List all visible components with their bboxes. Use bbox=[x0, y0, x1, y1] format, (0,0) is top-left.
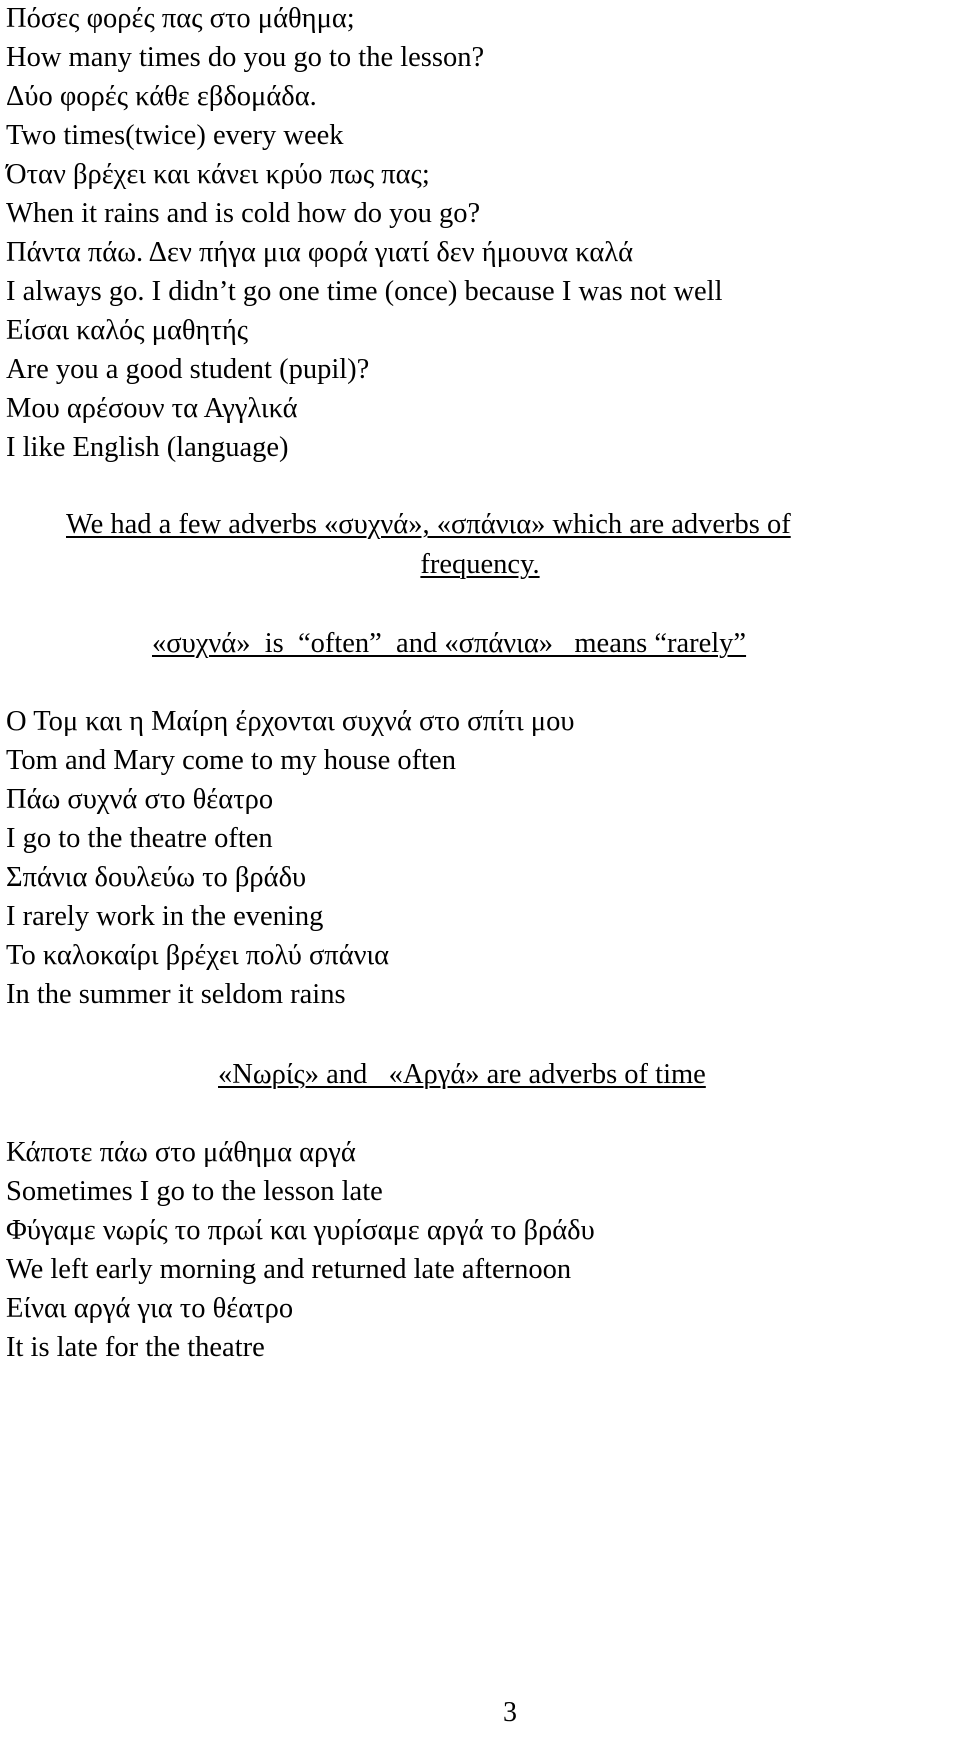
english-lesson-late: Sometimes I go to the lesson late bbox=[6, 1176, 383, 1207]
english-like-english: I like English (language) bbox=[6, 432, 289, 463]
greek-summer-rain: Το καλοκαίρι βρέχει πολύ σπάνια bbox=[6, 940, 390, 971]
time-adverbs-heading: «Νωρίς» and «Αργά» are adverbs of time bbox=[218, 1059, 706, 1090]
english-answer-twice: Two times(twice) every week bbox=[6, 120, 344, 151]
greek-left-early: Φύγαμε νωρίς το πρωί και γυρίσαμε αργά το βράδυ bbox=[6, 1215, 595, 1246]
english-question-lesson: How many times do you go to the lesson? bbox=[6, 42, 485, 73]
greek-question-rain: Όταν βρέχει και κάνει κρύο πως πας; bbox=[6, 159, 430, 190]
greek-lesson-late: Κάποτε πάω στο μάθημα αργά bbox=[6, 1137, 356, 1168]
english-good-student: Are you a good student (pupil)? bbox=[6, 354, 370, 385]
english-theatre-often: I go to the theatre often bbox=[6, 823, 273, 854]
english-summer-rain: In the summer it seldom rains bbox=[6, 979, 346, 1010]
english-question-rain: When it rains and is cold how do you go? bbox=[6, 198, 481, 229]
greek-answer-always: Πάντα πάω. Δεν πήγα μια φορά γιατί δεν ήμουνα καλά bbox=[6, 237, 634, 268]
greek-tom-mary: Ο Τομ και η Μαίρη έρχονται συχνά στο σπίτι μου bbox=[6, 706, 575, 737]
english-late-theatre: It is late for the theatre bbox=[6, 1332, 265, 1363]
greek-question-lesson: Πόσες φορές πας στο μάθημα; bbox=[6, 3, 355, 34]
greek-like-english: Μου αρέσουν τα Αγγλικά bbox=[6, 393, 298, 424]
page-number: 3 bbox=[503, 1697, 517, 1728]
english-tom-mary: Tom and Mary come to my house often bbox=[6, 745, 456, 776]
greek-late-theatre: Είναι αργά για το θέατρο bbox=[6, 1293, 294, 1324]
english-answer-always: I always go. I didn’t go one time (once) because I was not well bbox=[6, 276, 723, 307]
greek-theatre-often: Πάω συχνά στο θέατρο bbox=[6, 784, 274, 815]
frequency-heading-line2: frequency. bbox=[420, 549, 540, 580]
english-rarely-work: I rarely work in the evening bbox=[6, 901, 324, 932]
frequency-heading-line1: We had a few adverbs «συχνά», «σπάνια» which are adverbs of bbox=[66, 509, 791, 540]
english-left-early: We left early morning and returned late afternoon bbox=[6, 1254, 572, 1285]
frequency-heading-line2-wrap bbox=[0, 548, 960, 582]
greek-rarely-work: Σπάνια δουλεύω το βράδυ bbox=[6, 862, 307, 893]
greek-answer-twice: Δύο φορές κάθε εβδομάδα. bbox=[6, 81, 317, 112]
meanings-heading: «συχνά» is “often” and «σπάνια» means “rarely” bbox=[152, 628, 747, 659]
greek-good-student: Είσαι καλός μαθητής bbox=[6, 315, 249, 346]
